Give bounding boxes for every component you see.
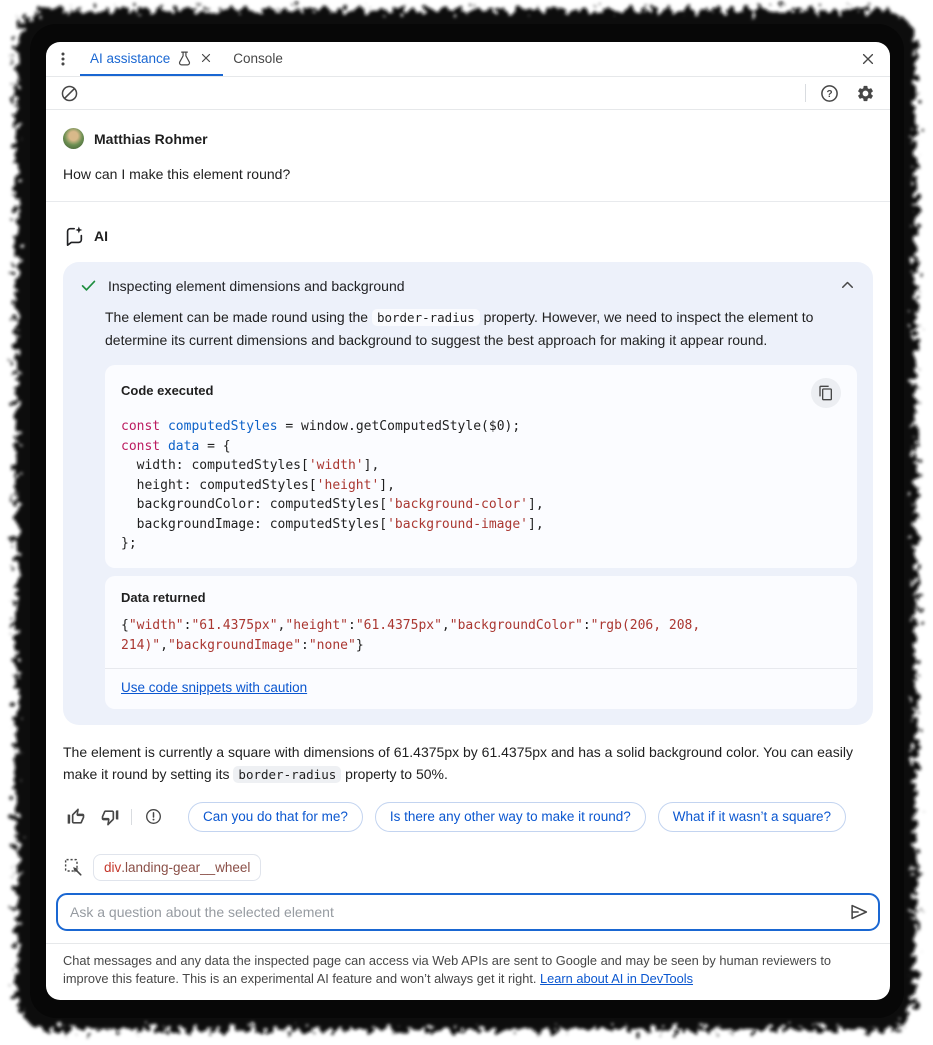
user-avatar	[63, 128, 84, 149]
question-input-wrap	[56, 893, 880, 931]
experiment-flask-icon	[176, 50, 193, 67]
message-divider	[46, 201, 890, 202]
thumbs-down-button[interactable]	[97, 804, 123, 830]
step-title: Inspecting element dimensions and background	[108, 277, 405, 294]
response-actions	[63, 802, 890, 832]
suggestion-chip[interactable]: Can you do that for me?	[188, 802, 363, 832]
inline-code: border-radius	[233, 766, 341, 783]
step-body	[105, 306, 857, 709]
close-devtools-icon[interactable]	[846, 42, 890, 76]
copy-icon	[818, 385, 834, 401]
tab-bar	[46, 42, 890, 77]
tab-console-label: Console	[233, 50, 283, 66]
chevron-up-icon	[838, 276, 857, 295]
tab-ai-assistance-label: AI assistance	[90, 50, 171, 66]
user-message-header	[63, 128, 873, 149]
tab-console[interactable]	[223, 42, 293, 76]
toolbar-divider	[805, 84, 806, 102]
composer	[46, 844, 890, 943]
returned-data-json: {"width":"61.4375px","height":"61.4375px","backgroundColor":"rgb(206, 208, 214)","backgroundImage":"none"}	[121, 617, 709, 653]
data-returned-card	[105, 576, 857, 709]
check-icon	[79, 276, 98, 295]
send-button[interactable]	[846, 899, 872, 925]
ai-message-header	[63, 225, 873, 247]
gear-icon	[856, 84, 875, 103]
ai-sparkle-bubble-icon	[63, 225, 85, 247]
selector-tag: div	[104, 860, 122, 875]
ai-conclusion-text: The element is currently a square with dimensions of 61.4375px by 61.4375px and has a solid background color. You can easily make it round by setting its border-radius property to 50%.	[63, 743, 853, 782]
inspect-element-icon[interactable]	[63, 857, 84, 878]
thumbs-up-button[interactable]	[63, 804, 89, 830]
svg-text:?: ?	[825, 88, 833, 100]
clear-chat-button[interactable]	[56, 80, 82, 106]
user-message-text: How can I make this element round?	[63, 166, 291, 182]
help-icon	[820, 84, 839, 103]
chat-area	[46, 110, 890, 844]
ai-label: AI	[94, 228, 108, 244]
step-panel	[63, 262, 873, 725]
close-tab-icon[interactable]	[199, 51, 213, 65]
thumbs-down-icon	[100, 807, 120, 827]
inline-code: border-radius	[372, 309, 480, 326]
block-icon	[60, 84, 79, 103]
panel-toolbar	[46, 77, 890, 110]
code-executed-card	[105, 365, 857, 568]
settings-button[interactable]	[852, 80, 878, 106]
selected-element-row	[63, 854, 873, 881]
collapse-step-button[interactable]	[838, 276, 857, 295]
user-name: Matthias Rohmer	[94, 130, 208, 147]
selected-element-chip[interactable]	[93, 854, 261, 881]
actions-divider	[131, 809, 132, 825]
selector-class: .landing-gear__wheel	[121, 860, 251, 875]
data-returned-title: Data returned	[121, 589, 206, 605]
copy-code-button[interactable]	[811, 378, 841, 408]
suggestion-chip[interactable]: What if it wasn’t a square?	[658, 802, 846, 832]
send-icon	[848, 901, 870, 923]
code-caution-link[interactable]: Use code snippets with caution	[121, 679, 308, 695]
suggestion-chip[interactable]: Is there any other way to make it round?	[375, 802, 646, 832]
learn-about-ai-link[interactable]: Learn about AI in DevTools	[540, 971, 693, 986]
question-input[interactable]	[56, 893, 880, 931]
devtools-ai-panel	[46, 42, 890, 1000]
tab-ai-assistance[interactable]	[80, 42, 223, 76]
report-icon	[144, 807, 163, 826]
thumbs-up-icon	[66, 807, 86, 827]
suggestion-chips	[188, 802, 846, 832]
step-intro-text: The element can be made round using the border-radius property. However, we need to inspect the element to determine its current dimensions and background to suggest the best approach for making it appear round.	[105, 309, 814, 348]
help-button[interactable]	[816, 80, 842, 106]
executed-code: const computedStyles = window.getComputedStyle($0); const data = { width: computedStyles['width'], height: computedStyles['height'], backgroundColor: computedStyles['background-color'], backgroundImage: computedStyles['background-image'], };	[121, 419, 544, 551]
report-button[interactable]	[140, 804, 166, 830]
code-executed-title: Code executed	[121, 383, 214, 398]
disclaimer-text: Chat messages and any data the inspected page can access via Web APIs are sent to Google and may be seen by human reviewers to improve this feature. This is an experimental AI feature and won’t always get it right.	[63, 953, 832, 986]
card-divider	[105, 668, 857, 669]
step-header[interactable]	[79, 276, 857, 295]
more-options-menu-icon[interactable]	[46, 42, 80, 76]
disclaimer	[46, 943, 890, 1000]
